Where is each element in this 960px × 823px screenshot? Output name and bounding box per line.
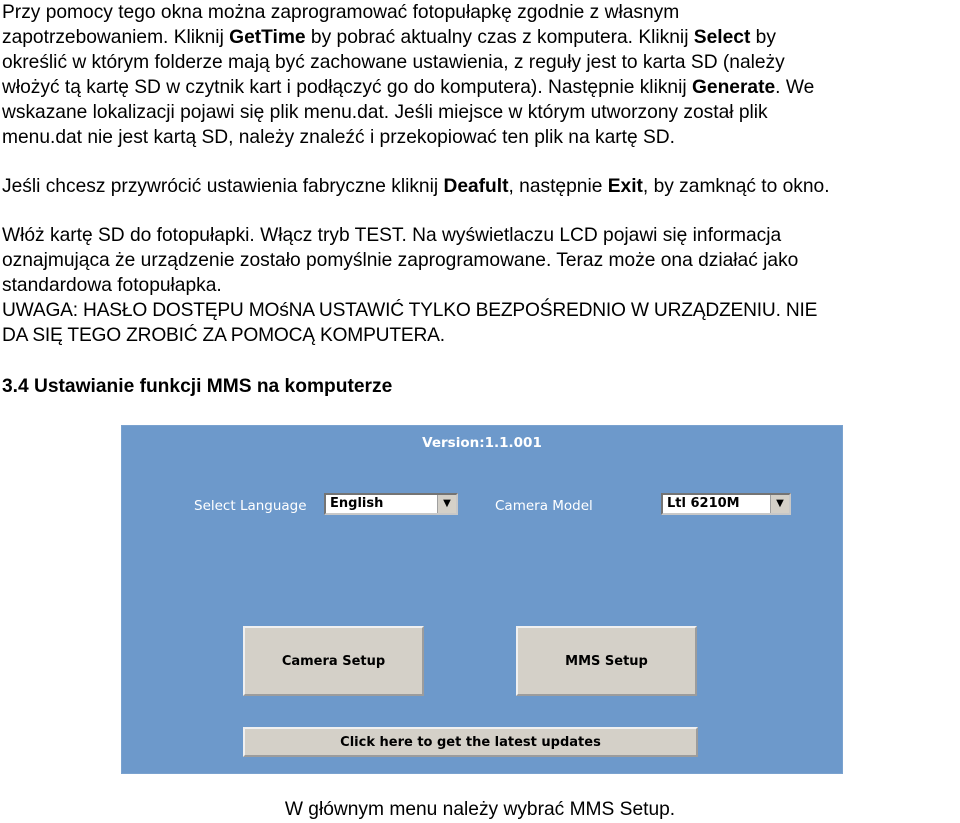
paragraph-line [2,25,958,50]
keyword-exit: Exit [607,176,643,197]
chevron-down-icon[interactable]: ▼ [770,495,789,513]
paragraph-line: menu.dat nie jest kartą SD, należy znaleźć i przekopiować ten plik na kartę SD. [2,127,675,148]
paragraph-line: wskazane lokalizacji pojawi się plik menu.dat. Jeśli miejsce w którym utworzony został plik [2,102,768,123]
text: , następnie [508,176,608,197]
paragraph-line: oznajmująca że urządzenie zostało pomyślnie zaprogramowane. Teraz może ona działać jako [2,250,799,271]
version-label: Version:1.1.001 [422,435,542,451]
paragraph-line: Włóż kartę SD do fotopułapki. Włącz tryb TEST. Na wyświetlaczu LCD pojawi się informacja [2,225,782,246]
paragraph-line [2,75,958,100]
text: zapotrzebowaniem. Kliknij [2,27,230,48]
chevron-down-icon[interactable]: ▼ [437,495,456,513]
language-label: Select Language [194,498,307,514]
paragraph-line: standardowa fotopułapka. [2,275,222,296]
camera-model-value: Ltl 6210M [667,496,740,511]
app-screenshot [121,425,843,774]
camera-model-label: Camera Model [495,498,593,514]
warning-line: DA SIĘ TEGO ZROBIĆ ZA POMOCĄ KOMPUTERA. [2,325,445,346]
camera-setup-button[interactable]: Camera Setup [243,626,424,696]
language-select[interactable] [324,493,458,515]
text: by [750,27,776,48]
keyword-select: Select [693,27,751,48]
paragraph-line [2,174,958,199]
document-body [2,0,958,348]
text: , by zamknąć to okno. [642,176,830,197]
paragraph-line: określić w którym folderze mają być zachowane ustawienia, z reguły jest to karta SD (należy [2,52,785,73]
keyword-gettime: GetTime [229,27,306,48]
mms-setup-button[interactable]: MMS Setup [516,626,697,696]
updates-button[interactable]: Click here to get the latest updates [243,727,698,757]
paragraph-line: Przy pomocy tego okna można zaprogramować fotopułapkę zgodnie z własnym [2,2,680,23]
text: by pobrać aktualny czas z komputera. Kliknij [305,27,694,48]
language-value: English [330,496,384,511]
section-heading: 3.4 Ustawianie funkcji MMS na komputerze [2,376,393,397]
keyword-generate: Generate [691,77,776,98]
text: Jeśli chcesz przywrócić ustawienia fabryczne kliknij [2,176,444,197]
app-window [122,426,842,773]
camera-model-select[interactable] [661,493,791,515]
figure-caption: W głównym menu należy wybrać MMS Setup. [284,799,676,820]
text: włożyć tą kartę SD w czytnik kart i podłączyć go do komputera). Następnie kliknij [2,77,692,98]
warning-line: UWAGA: HASŁO DOSTĘPU MOśNA USTAWIĆ TYLKO BEZPOŚREDNIO W URZĄDZENIU. NIE [2,300,818,321]
text: . We [775,77,815,98]
keyword-default: Deafult [443,176,509,197]
